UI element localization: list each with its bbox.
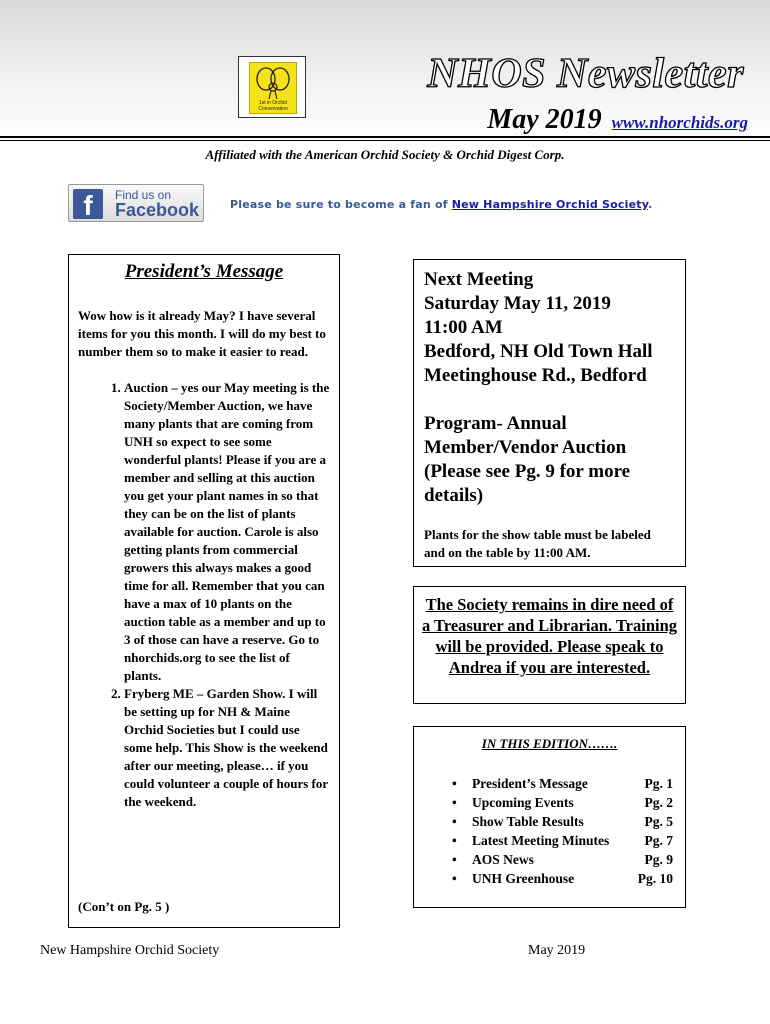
facebook-icon: f (73, 189, 103, 219)
toc-label: UNH Greenhouse (472, 871, 575, 886)
bullet-icon: • (452, 871, 457, 886)
website-link[interactable]: www.nhorchids.org (611, 113, 748, 132)
toc-page: Pg. 1 (644, 776, 673, 791)
list-item: 1. Auction – yes our May meeting is the Society/Member Auction, we have many plants that are coming from UNH so expect to see some wonderful plants! Please if you are a member and selling at this auction you get your plant names in so that they can be on the list of plants available for auction. Carole is also getting plants from commercial growers this always makes a good time for all. Remember that you can have a max of 10 plants on the auction table as a member and up to 3 of those can have a reserve. Go to nhorchids.org to see the list of plants. (124, 379, 330, 685)
facebook-badge[interactable] (68, 184, 204, 222)
toc-page: Pg. 7 (644, 833, 673, 848)
newsletter-title (427, 50, 744, 98)
meeting-road: Meetinghouse Rd., Bedford (424, 365, 647, 386)
toc-page: Pg. 9 (644, 852, 673, 867)
presidents-message-title: President’s Message (124, 261, 284, 282)
in-this-edition-box (413, 726, 686, 908)
list-item (422, 850, 677, 869)
facebook-page-link[interactable]: New Hampshire Orchid Society (451, 198, 649, 211)
society-logo (238, 56, 306, 118)
toc-label: President’s Message (472, 776, 588, 791)
bullet-icon: • (452, 814, 457, 829)
toc-page: Pg. 2 (644, 795, 673, 810)
list-item (422, 812, 677, 831)
society-notice-box (413, 586, 686, 704)
presidents-message-list (78, 379, 330, 811)
header-rule (0, 136, 770, 138)
footer-date: May 2019 (528, 943, 586, 958)
meeting-date: Saturday May 11, 2019 (424, 293, 611, 314)
facebook-badge-big: Facebook (115, 200, 200, 220)
fan-note-suffix: . (648, 198, 653, 211)
affiliation-line: Affiliated with the American Orchid Society & Orchid Digest Corp. (205, 147, 565, 162)
toc-label: Latest Meeting Minutes (472, 833, 610, 848)
facebook-badge-small: Find us on (115, 188, 172, 202)
meeting-heading: Next Meeting (424, 269, 534, 290)
facebook-fan-note (230, 198, 652, 211)
orchid-flower-icon (250, 63, 296, 103)
issue-line (487, 104, 748, 136)
logo-caption: 1st in Orchid Conservation (258, 100, 288, 112)
list-item (422, 793, 677, 812)
bullet-icon: • (452, 776, 457, 791)
meeting-time: 11:00 AM (424, 317, 503, 338)
list-item (422, 869, 677, 888)
meeting-note: Plants for the show table must be labeled and on the table by 11:00 AM. (424, 527, 651, 560)
spacer (424, 388, 675, 412)
issue-date: May 2019 (487, 104, 602, 135)
list-item: 2. Fryberg ME – Garden Show. I will be setting up for NH & Maine Orchid Societies but I could use some help. This Show is the weekend after our meeting, please… if you could volunteer a couple of hours for the weekend. (124, 685, 330, 811)
list-item (422, 774, 677, 793)
fan-note-prefix: Please be sure to become a fan of (230, 198, 452, 211)
next-meeting-box (413, 259, 686, 567)
list-item (422, 831, 677, 850)
toc-label: AOS News (472, 852, 534, 867)
presidents-message-box (68, 254, 340, 928)
footer-society-name: New Hampshire Orchid Society (40, 943, 220, 958)
toc-page: Pg. 10 (637, 871, 673, 886)
title-text: NHOS Newsletter (427, 51, 744, 97)
meeting-program: Program- Annual Member/Vendor Auction (Please see Pg. 9 for more details) (424, 413, 631, 506)
toc-label: Show Table Results (472, 814, 584, 829)
toc-label: Upcoming Events (472, 795, 574, 810)
bullet-icon: • (452, 852, 457, 867)
toc-page: Pg. 5 (644, 814, 673, 829)
society-notice: The Society remains in dire need of a Treasurer and Librarian. Training will be provided. Please speak to Andrea if you are interested. (421, 595, 678, 677)
meeting-place: Bedford, NH Old Town Hall (424, 341, 653, 362)
header-rule-thin (0, 140, 770, 141)
edition-title: IN THIS EDITION……. (481, 736, 618, 751)
bullet-icon: • (452, 795, 457, 810)
bullet-icon: • (452, 833, 457, 848)
continued-note: (Con’t on Pg. 5 ) (78, 899, 170, 914)
presidents-message-intro: Wow how is it already May? I have several items for you this month. I will do my best to number them so to make it easier to read. (78, 308, 326, 359)
logo-emblem (249, 62, 297, 114)
